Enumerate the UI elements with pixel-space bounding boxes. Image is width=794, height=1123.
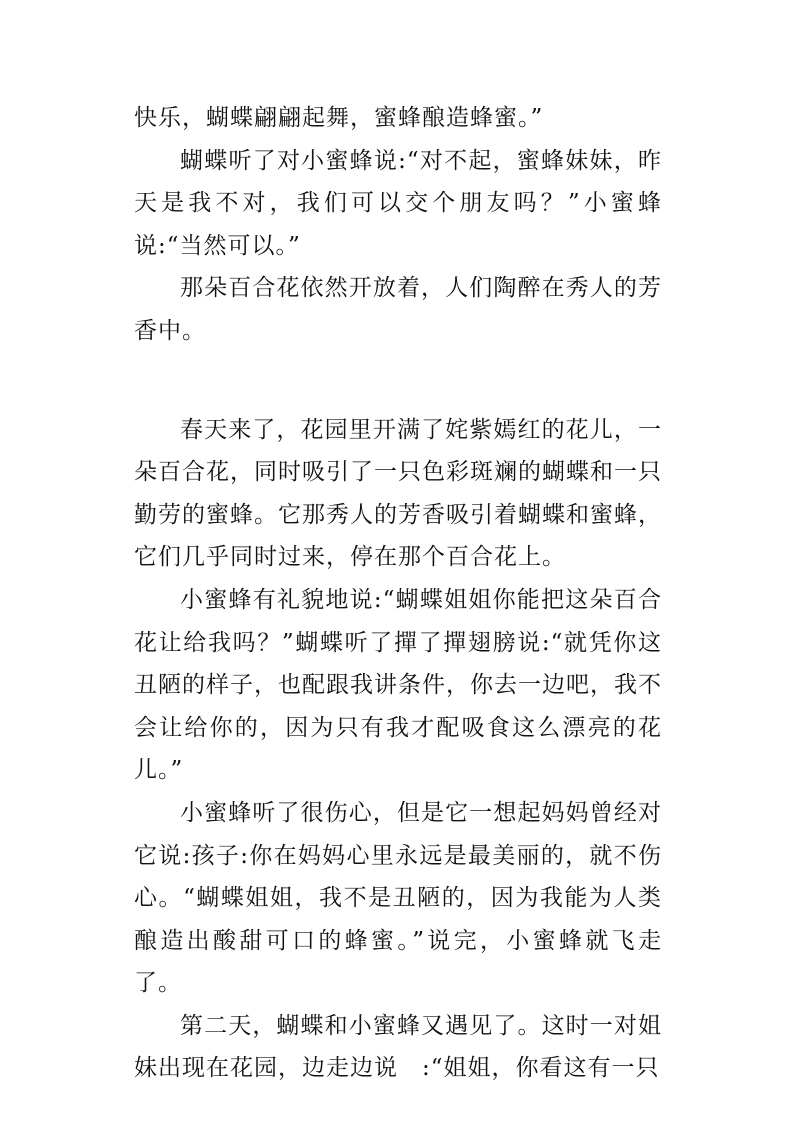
paragraph: 那朵百合花依然开放着，人们陶醉在秀人的芳香中。 xyxy=(134,275,662,344)
paragraph: 第二天，蝴蝶和小蜜蜂又遇见了。这时一对姐妹出现在花园，边走边说 :“姐姐，你看这有一只 xyxy=(134,1012,662,1082)
paragraph: 小蜜蜂有礼貌地说:“蝴蝶姐姐你能把这朵百合花让给我吗？”蝴蝶听了撣了撣翅膀说:“就凭你这丑陋的样子，也配跟我讲条件，你去一边吧，我不会让给你的，因为只有我才配吸食这么漂亮的花儿。” xyxy=(134,586,662,784)
paragraph: 春天来了，花园里开满了姹紫嫣红的花儿，一朵百合花，同时吸引了一只色彩斑斓的蝴蝶和一只勤劳的蜜蜂。它那秀人的芳香吸引着蝴蝶和蜜蜂，它们几乎同时过来，停在那个百合花上。 xyxy=(134,416,662,571)
paragraph-continued: 快乐，蝴蝶翩翩起舞，蜜蜂酿造蜂蜜。” xyxy=(134,105,544,131)
document-body xyxy=(134,97,662,1090)
section-gap xyxy=(134,353,662,409)
paragraph: 蝴蝶听了对小蜜蜂说:“对不起，蜜蜂妹妹，昨天是我不对，我们可以交个朋友吗？”小蜜蜂说:“当然可以。” xyxy=(134,147,662,259)
paragraph: 小蜜蜂听了很伤心，但是它一想起妈妈曾经对它说:孩子:你在妈妈心里永远是最美丽的，就不伤心。“蝴蝶姐姐，我不是丑陋的，因为我能为人类酿造出酸甜可口的蜂蜜。”说完，小蜜蜂就飞走了。 xyxy=(134,799,662,997)
